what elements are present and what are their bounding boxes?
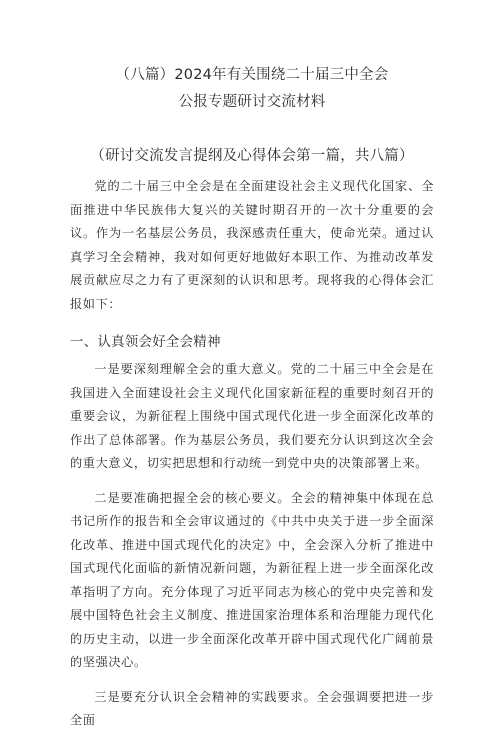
body-paragraph-2: 二是要准确把握全会的核心要义。全会的精神集中体现在总书记所作的报告和全会审议通过的《中共中央关于进一步全面深化改革、推进中国式现代化的决定》中，全会深入分析了推进中国式现代化面临的新情况新问题，为新征程上进一步全面深化改革指明了方向。充分体现了习近平同志为核心的党中央完善和发展中国特色社会主义制度、推进国家治理体系和治理能力现代化的历史主动，以进一步全面深化改革开辟中国式现代化广阔前景的坚强决心。 bbox=[70, 490, 434, 669]
intro-paragraph: 党的二十届三中全会是在全面建设社会主义现代化国家、全面推进中华民族伟大复兴的关键时期召开的一次十分重要的会议。作为一名基层公务员，我深感责任重大，使命光荣。通过认真学习全会精神，我对如何更好地做好本职工作、为推动改革发展贡献应尽之力有了更深刻的认识和思考。现将我的心得体会汇报如下： bbox=[70, 179, 434, 311]
document-title bbox=[70, 62, 434, 116]
document-subtitle: （研讨交流发言提纲及心得体会第一篇，共八篇） bbox=[90, 148, 414, 164]
document-title-line-1: （八篇）2024年有关围绕二十届三中全会 bbox=[115, 67, 389, 83]
document-title-line-2: 公报专题研讨交流材料 bbox=[178, 94, 326, 110]
body-paragraph-3: 三是要充分认识全会精神的实践要求。全会强调要把进一步全面 bbox=[70, 689, 434, 727]
body-paragraph-1: 一是要深刻理解全会的重大意义。党的二十届三中全会是在我国进入全面建设社会主义现代化国家新征程的重要时刻召开的重要会议，为新征程上围绕中国式现代化进一步全面深化改革的作出了总体部署。作为基层公务员，我们要充分认识到这次全会的重大意义，切实把思想和行动统一到党中央的决策部署上来。 bbox=[70, 362, 434, 470]
section-heading-1: 一、认真领会好全会精神 bbox=[70, 334, 221, 350]
